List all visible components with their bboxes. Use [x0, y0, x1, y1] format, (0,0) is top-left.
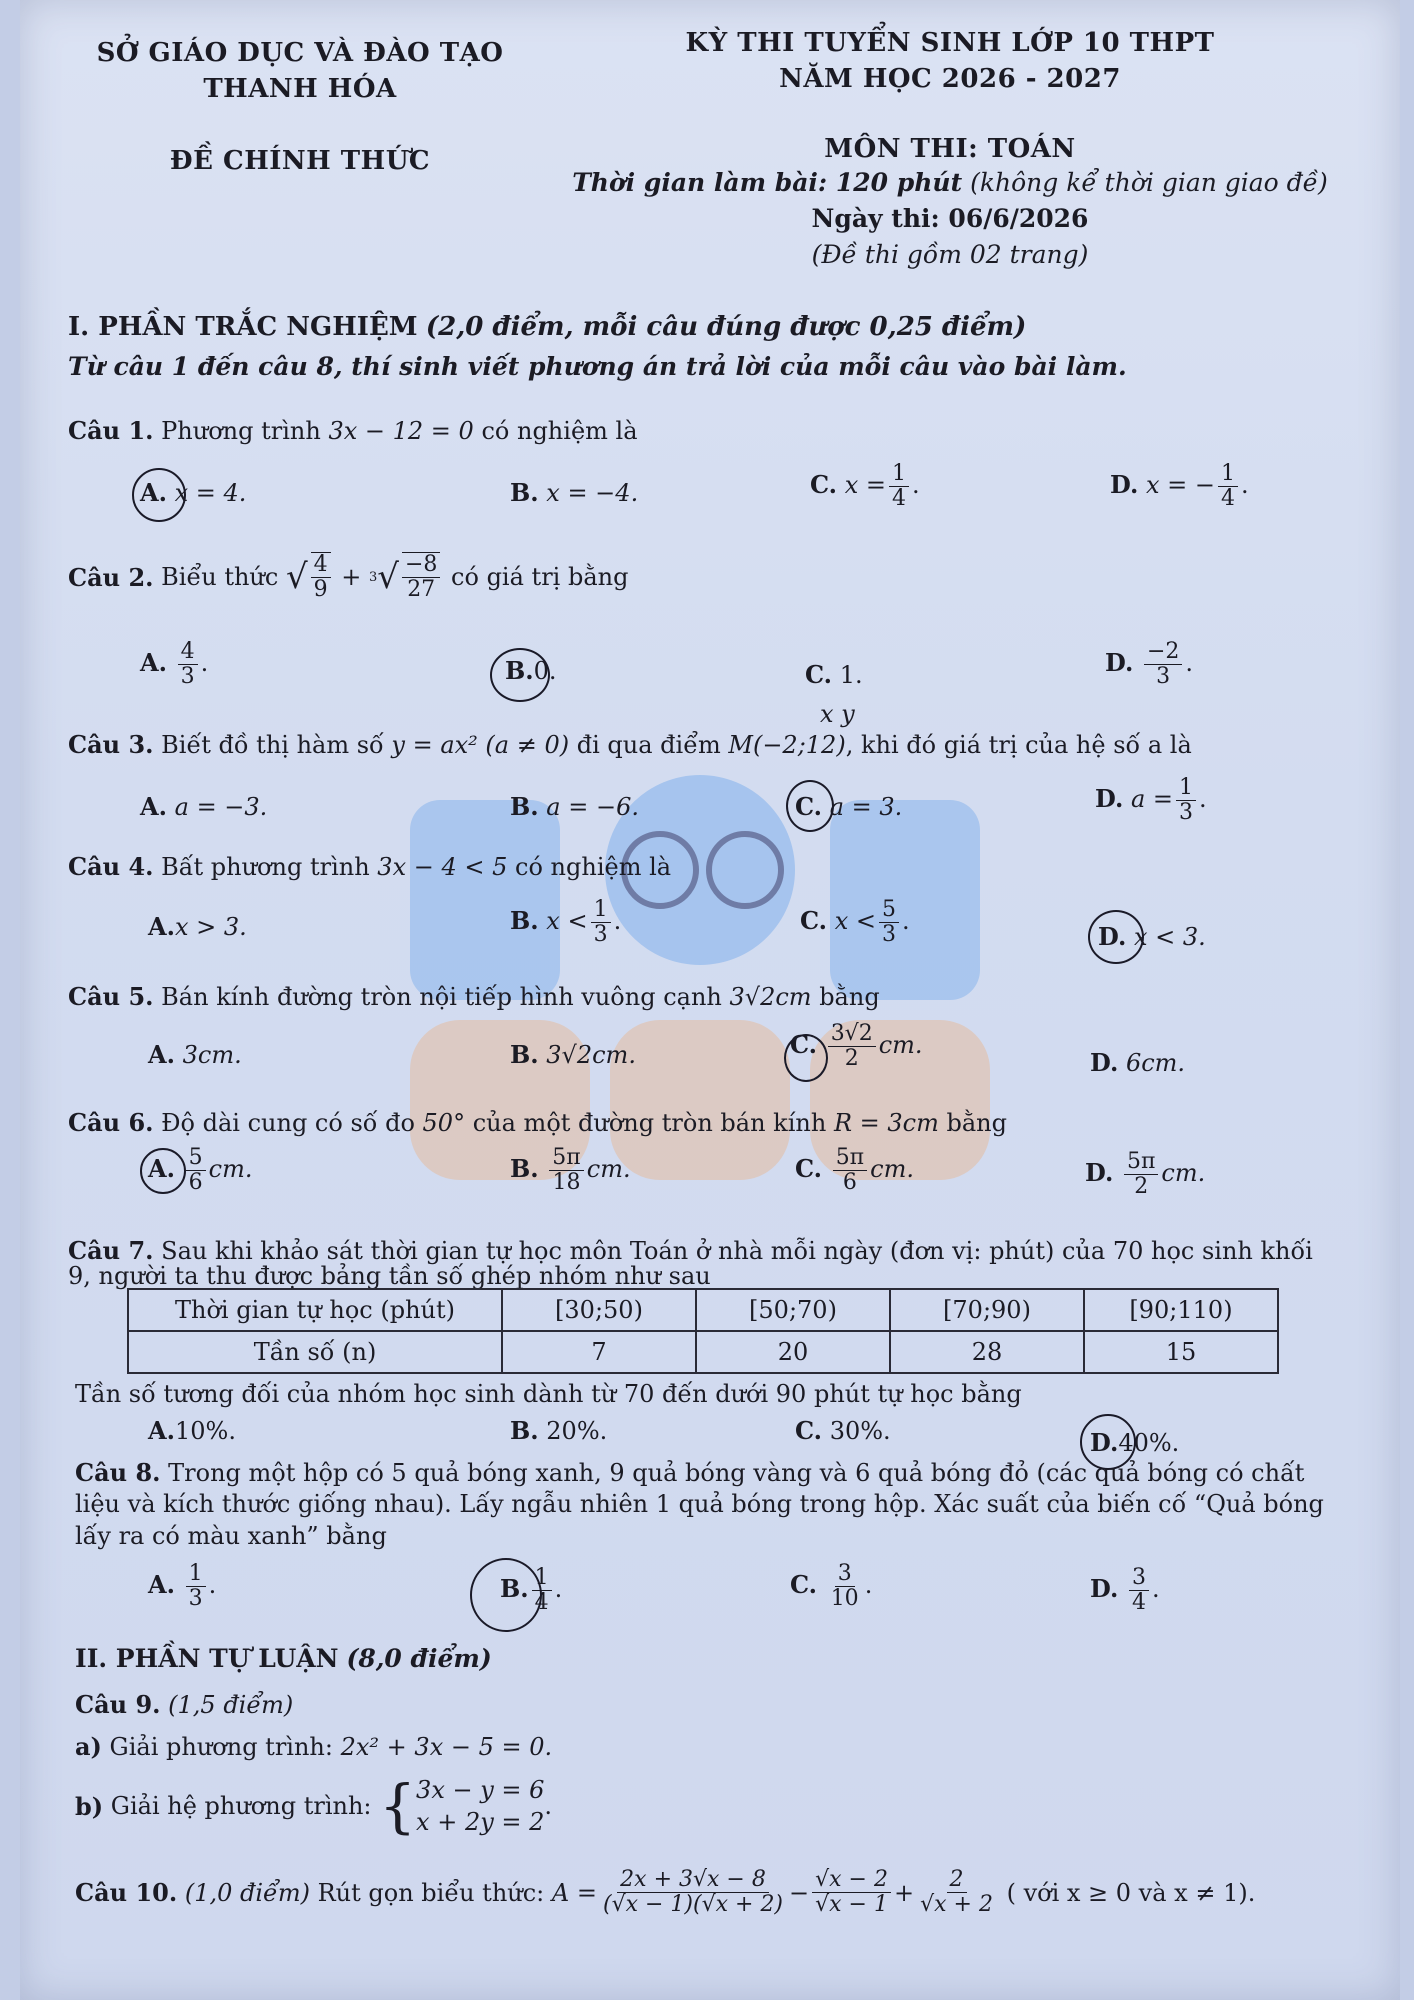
q2-label: Câu 2.: [68, 562, 154, 592]
table-cell: [50;70): [696, 1289, 890, 1331]
q10-label: Câu 10.: [75, 1878, 178, 1908]
q1-option-c: C. x = $\frac{1}{4}$ .: [810, 461, 920, 512]
q5-text: Bán kính đường tròn nội tiếp hình vuông cạnh: [161, 983, 722, 1011]
exam-title: KỲ THI TUYỂN SINH LỚP 10 THPT: [685, 28, 1215, 58]
q6-option-a: A. $\frac{5}{6}$ cm.: [148, 1145, 253, 1196]
time-note: (không kể thời gian giao đề): [970, 168, 1328, 197]
question-8: [75, 1458, 1304, 1487]
q6-tail: bằng: [946, 1109, 1007, 1137]
q7-option-c: C. 30%.: [795, 1416, 891, 1445]
time-bold: Thời gian làm bài: 120 phút: [572, 168, 963, 197]
q4-text: Bất phương trình: [161, 853, 370, 881]
q10-points: (1,0 điểm): [184, 1878, 310, 1907]
table-cell: Tần số (n): [128, 1331, 502, 1373]
q6-option-b: B. $\frac{5\pi}{18}$ cm.: [510, 1145, 631, 1196]
table-cell: 15: [1084, 1331, 1278, 1373]
q6-label: Câu 6.: [68, 1108, 154, 1137]
q6-text: Độ dài cung có số đo: [161, 1109, 415, 1137]
q1-tail: có nghiệm là: [481, 417, 638, 445]
part2-note: (8,0 điểm): [346, 1644, 492, 1673]
q6-option-d: D. $\frac{5\pi}{2}$ cm.: [1085, 1149, 1206, 1200]
q8-label: Câu 8.: [75, 1458, 161, 1487]
question-4: [68, 852, 671, 881]
q4-label: Câu 4.: [68, 852, 154, 881]
answer-mark-q1: [132, 468, 186, 522]
q7-option-b: B. 20%.: [510, 1416, 608, 1445]
q7-text2: 9, người ta thu được bảng tần số ghép nhóm như sau: [68, 1262, 711, 1290]
answer-mark-q8: [470, 1558, 542, 1632]
q3-option-c: C. a = 3.: [795, 792, 903, 821]
q2-option-c: C. 1.: [805, 660, 863, 689]
q9-part-a: a) Giải phương trình: 2x² + 3x − 5 = 0.: [75, 1732, 553, 1761]
part2-heading-line: [75, 1644, 492, 1673]
q2-option-b: B.0.: [505, 656, 557, 685]
q2-text: Biểu thức: [161, 563, 279, 592]
q3-option-a: A. a = −3.: [140, 792, 268, 821]
table-cell: [90;110): [1084, 1289, 1278, 1331]
q5-label: Câu 5.: [68, 982, 154, 1011]
answer-mark-q2: [490, 648, 550, 702]
q3-option-b: B. a = −6.: [510, 792, 639, 821]
q3-text: Biết đồ thị hàm số: [161, 731, 384, 759]
q4-tail: có nghiệm là: [515, 853, 672, 881]
exam-date: Ngày thi: 06/6/2026: [811, 204, 1089, 233]
table-row: [128, 1331, 1278, 1373]
q4-option-b: B. x < $\frac{1}{3}$ .: [510, 897, 622, 948]
q8-option-a: A. $\frac{1}{3}$ .: [148, 1561, 217, 1612]
q6-math2: R = 3cm: [833, 1109, 939, 1137]
table-cell: 20: [696, 1331, 890, 1373]
q1-text: Phương trình: [161, 417, 321, 445]
table-cell: 7: [502, 1331, 696, 1373]
answer-mark-q6: [140, 1148, 186, 1194]
q1-option-a: A. x = 4.: [140, 478, 247, 507]
q6-math: 50°: [422, 1109, 466, 1137]
q5-option-c: C. $\frac{3√2}{2}$ cm.: [790, 1021, 923, 1072]
q3-mid: đi qua điểm: [576, 731, 721, 759]
q7-option-a: A.10%.: [148, 1416, 236, 1445]
q7-option-d: D.40%.: [1090, 1428, 1180, 1457]
q3-point: M(−2;12): [728, 731, 846, 759]
q8-option-b: B. $\frac{1}{4}$ .: [500, 1565, 563, 1616]
department-line2: THANH HÓA: [203, 74, 397, 104]
q10-condition: ( với x ≥ 0 và x ≠ 1).: [1006, 1878, 1256, 1907]
q5-math: 3√2cm: [729, 983, 812, 1011]
q6-option-c: C. $\frac{5\pi}{6}$ cm.: [795, 1145, 914, 1196]
q1-option-b: B. x = −4.: [510, 478, 639, 507]
subject: MÔN THI: TOÁN: [824, 134, 1076, 164]
q1-math: 3x − 12 = 0: [328, 417, 474, 445]
q9-points: (1,5 điểm): [168, 1691, 294, 1719]
q8-option-d: D. $\frac{3}{4}$ .: [1090, 1565, 1160, 1616]
q7-label: Câu 7.: [68, 1236, 154, 1265]
department-line1: SỞ GIÁO DỤC VÀ ĐÀO TẠO: [96, 38, 504, 68]
q8-line1: Trong một hộp có 5 quả bóng xanh, 9 quả bóng vàng và 6 quả bóng đỏ (các quả bóng có chất: [168, 1459, 1305, 1487]
part2-heading: II. PHẦN TỰ LUẬN: [75, 1644, 339, 1673]
q4-option-a: A.x > 3.: [148, 912, 247, 941]
q7-question: Tần số tương đối của nhóm học sinh dành từ 70 đến dưới 90 phút tự học bằng: [75, 1380, 1022, 1408]
q8-line3: lấy ra có màu xanh” bằng: [75, 1522, 387, 1550]
time-line: [570, 168, 1330, 197]
part1-instruction: Từ câu 1 đến câu 8, thí sinh viết phương án trả lời của mỗi câu vào bài làm.: [68, 352, 1127, 381]
frequency-table: [127, 1288, 1279, 1374]
table-cell: [70;90): [890, 1289, 1084, 1331]
table-cell: [30;50): [502, 1289, 696, 1331]
question-1: [68, 416, 638, 445]
q3-option-d: D. a = $\frac{1}{3}$ .: [1095, 775, 1207, 826]
answer-mark-q5: [784, 1034, 828, 1082]
q5-option-a: A. 3cm.: [148, 1040, 242, 1069]
page-count: (Đề thi gồm 02 trang): [811, 240, 1089, 269]
part1-heading: I. PHẦN TRẮC NGHIỆM: [68, 312, 418, 342]
q3-tail: , khi đó giá trị của hệ số a là: [845, 731, 1192, 759]
q1-option-d: D. x = − $\frac{1}{4}$ .: [1110, 461, 1249, 512]
q7-text1: Sau khi khảo sát thời gian tự học môn Toán ở nhà mỗi ngày (đơn vị: phút) của 70 học sinh khối: [161, 1237, 1313, 1265]
q9-part-b: b) Giải hệ phương trình: { 3x − y = 6 x + 2y = 2 .: [75, 1772, 553, 1841]
part1-heading-line: [68, 312, 1026, 342]
q3-label: Câu 3.: [68, 730, 154, 759]
q2-tail: có giá trị bằng: [451, 563, 629, 592]
q4-math: 3x − 4 < 5: [377, 853, 508, 881]
q2-option-a: A. $\frac{4}{3}$ .: [140, 639, 209, 690]
q8-line2: liệu và kích thước giống nhau). Lấy ngẫu nhiên 1 quả bóng trong hộp. Xác suất của biến cố “Quả bóng: [75, 1490, 1324, 1518]
official-label: ĐỀ CHÍNH THỨC: [169, 146, 431, 176]
q3-math: y = ax² (a ≠ 0): [391, 731, 570, 759]
q4-option-d: D. x < 3.: [1098, 922, 1206, 951]
question-9: [75, 1690, 293, 1719]
q6-mid: của một đường tròn bán kính: [472, 1109, 827, 1137]
part1-note: (2,0 điểm, mỗi câu đúng được 0,25 điểm): [425, 312, 1027, 342]
question-2: Câu 2. Biểu thức √ $\frac{4}{9}$ + 3 √ $\frac{-8}{27}$ có giá trị bằng: [68, 552, 629, 603]
answer-mark-q3: [786, 780, 834, 832]
q9-label: Câu 9.: [75, 1690, 161, 1719]
q5-option-b: B. 3√2cm.: [510, 1040, 636, 1069]
school-year: NĂM HỌC 2026 - 2027: [779, 64, 1121, 94]
q9-equation-2: x + 2y = 2: [416, 1808, 545, 1837]
q4-option-c: C. x < $\frac{5}{3}$ .: [800, 897, 910, 948]
q8-option-c: C. $\frac{3}{10}$ .: [790, 1561, 873, 1612]
table-row: [128, 1289, 1278, 1331]
q1-label: Câu 1.: [68, 416, 154, 445]
table-cell: Thời gian tự học (phút): [128, 1289, 502, 1331]
question-7: [68, 1236, 1313, 1265]
q2-option-d: D. $\frac{-2}{3}$ .: [1105, 639, 1194, 690]
question-6: [68, 1108, 1007, 1137]
question-5: [68, 982, 880, 1011]
q9-equation-1: 3x − y = 6: [416, 1776, 545, 1804]
q5-tail: bằng: [819, 983, 880, 1011]
question-10: Câu 10. (1,0 điểm) Rút gọn biểu thức: A = $\frac{2x + 3√x - 8}{(√x - 1)(√x + 2)}$ − $\frac{√x - 2}{√x - 1}$ + $\frac{2}{√x + 2}$ ( với x ≥ 0 và x ≠ 1).: [75, 1867, 1256, 1918]
table-cell: 28: [890, 1331, 1084, 1373]
q5-option-d: D. 6cm.: [1090, 1048, 1186, 1077]
answer-mark-q4: [1088, 910, 1144, 964]
handwritten-xy: x y: [820, 700, 855, 728]
q10-text: Rút gọn biểu thức:: [317, 1878, 545, 1907]
question-3: [68, 730, 1192, 759]
